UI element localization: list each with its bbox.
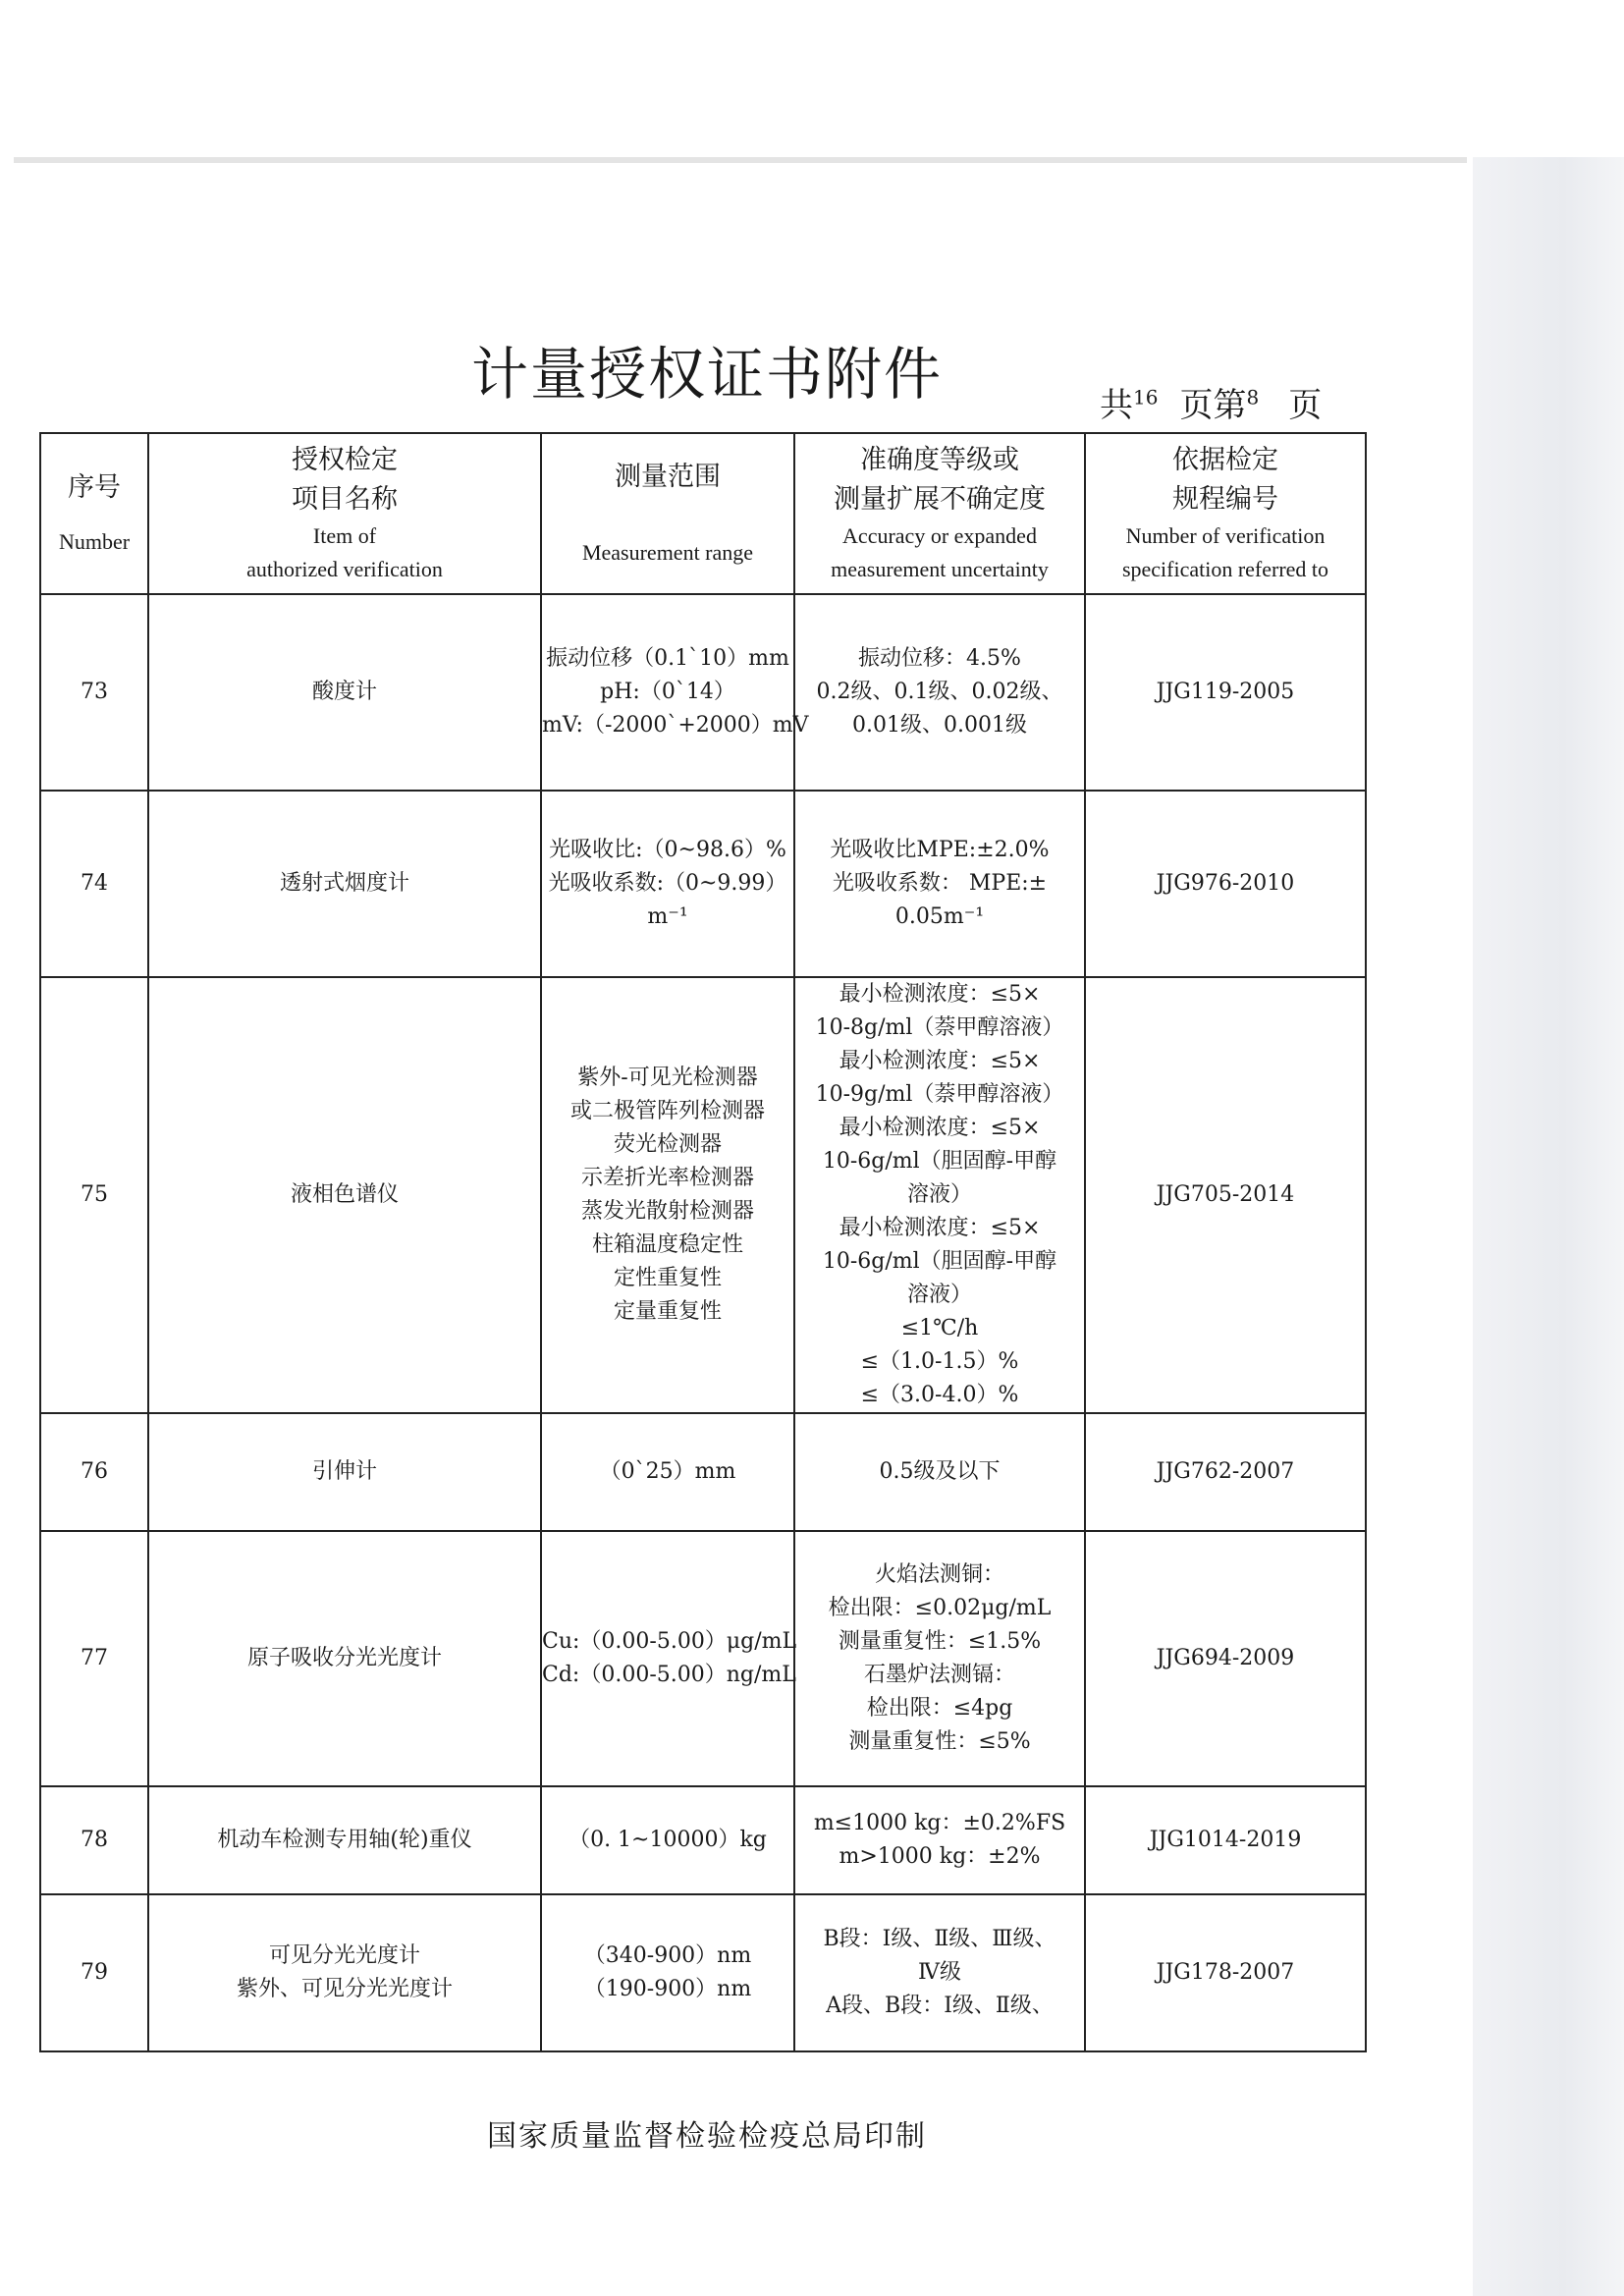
row-accuracy [794, 791, 1085, 977]
accuracy-line: 溶液） [906, 1283, 972, 1307]
range-line: （0`25）mm [599, 1459, 736, 1484]
item-line: 引伸计 [311, 1459, 377, 1484]
item-line: 酸度计 [311, 680, 377, 704]
row-item [148, 594, 541, 791]
header-accuracy [794, 433, 1085, 594]
accuracy-line: 测量重复性：≤1.5% [838, 1629, 1042, 1654]
accuracy-line: 最小检测浓度：≤5× [839, 1116, 1041, 1140]
page-mid-label: 页第 [1179, 386, 1247, 425]
accuracy-line: 0.5级及以下 [879, 1459, 1001, 1484]
range-line: （340-900）nm [583, 1943, 752, 1968]
scan-background [0, 0, 1624, 157]
page-current: 8 [1246, 385, 1260, 410]
item-line: 机动车检测专用轴(轮)重仪 [217, 1828, 472, 1852]
row-spec-value: JJG178-2007 [1156, 1960, 1295, 1985]
table-row [40, 1786, 1366, 1894]
accuracy-line: 石墨炉法测镉： [863, 1663, 1015, 1687]
row-number [40, 594, 148, 791]
row-spec-value: JJG976-2010 [1156, 871, 1295, 896]
row-number-value: 75 [81, 1182, 108, 1207]
accuracy-line: 10-6g/ml（胆固醇-甲醇 [822, 1249, 1057, 1274]
row-accuracy [794, 977, 1085, 1413]
range-line: 光吸收比:（0~98.6）% [549, 838, 786, 862]
header-cn: 测量扩展不确定度 [834, 484, 1046, 515]
accuracy-line: 测量重复性：≤5% [848, 1729, 1031, 1754]
header-cn: 项目名称 [292, 484, 398, 515]
accuracy-line: 最小检测浓度：≤5× [839, 1216, 1041, 1240]
accuracy-line: m>1000 kg：±2% [839, 1844, 1041, 1869]
accuracy-line: 振动位移：4.5% [858, 646, 1021, 671]
page-title: 计量授权证书附件 [470, 340, 943, 408]
range-line: 荧光检测器 [613, 1132, 722, 1157]
range-line: Cu:（0.00-5.00）μg/mL [542, 1629, 797, 1654]
header-item [148, 433, 541, 594]
row-spec-value: JJG119-2005 [1156, 680, 1295, 704]
row-spec-value: JJG1014-2019 [1149, 1828, 1302, 1852]
header-range [541, 433, 794, 594]
row-spec [1085, 1413, 1366, 1531]
header-en: authorized verification [246, 557, 443, 581]
header-cn: 授权检定 [292, 445, 398, 475]
page-total: 16 [1133, 385, 1159, 410]
range-line: m⁻¹ [647, 904, 688, 929]
range-line: 或二极管阵列检测器 [569, 1099, 765, 1123]
row-range [541, 977, 794, 1413]
header-cn: 依据检定 [1172, 445, 1278, 475]
authorization-table [39, 432, 1367, 2052]
accuracy-line: 0.2级、0.1级、0.02级、 [816, 680, 1063, 704]
table-row [40, 1413, 1366, 1531]
header-cn: 规程编号 [1172, 484, 1278, 515]
range-line: 蒸发光散射检测器 [580, 1199, 754, 1224]
item-line: 原子吸收分光光度计 [246, 1646, 442, 1670]
accuracy-line: ≤（1.0-1.5）% [860, 1349, 1019, 1374]
accuracy-line: ≤1℃/h [900, 1316, 979, 1340]
item-line: 液相色谱仪 [290, 1182, 399, 1207]
accuracy-line: ≤（3.0-4.0）% [860, 1383, 1019, 1407]
header-en: Number of verification [1125, 523, 1326, 548]
header-spec [1085, 433, 1366, 594]
accuracy-line: 最小检测浓度：≤5× [839, 1049, 1041, 1073]
row-accuracy [794, 1894, 1085, 2051]
row-spec-value: JJG705-2014 [1156, 1182, 1295, 1207]
header-en: Item of [312, 523, 377, 548]
row-spec [1085, 977, 1366, 1413]
row-number-value: 77 [81, 1646, 108, 1670]
table-row [40, 977, 1366, 1413]
accuracy-line: 检出限：≤4pg [866, 1696, 1013, 1721]
header-en: specification referred to [1121, 557, 1329, 581]
row-number-value: 73 [81, 680, 108, 704]
row-item [148, 977, 541, 1413]
accuracy-line: 10-6g/ml（胆固醇-甲醇 [822, 1149, 1057, 1174]
row-accuracy [794, 1531, 1085, 1786]
table-row [40, 594, 1366, 791]
row-number [40, 1894, 148, 2051]
item-line: 紫外、可见分光光度计 [236, 1977, 453, 2001]
accuracy-line: 最小检测浓度：≤5× [839, 982, 1041, 1007]
row-accuracy [794, 594, 1085, 791]
table-header-row [40, 433, 1366, 594]
item-line: 透射式烟度计 [279, 871, 409, 896]
accuracy-line: 10-9g/ml（萘甲醇溶液） [815, 1082, 1064, 1107]
row-item [148, 1531, 541, 1786]
row-number [40, 1531, 148, 1786]
accuracy-line: B段：Ⅰ级、Ⅱ级、Ⅲ级、 [823, 1927, 1056, 1951]
accuracy-line: 0.01级、0.001级 [852, 713, 1027, 738]
row-spec [1085, 1531, 1366, 1786]
row-spec [1085, 1786, 1366, 1894]
range-line: 定性重复性 [613, 1266, 722, 1290]
range-line: 定量重复性 [613, 1299, 722, 1324]
accuracy-line: 光吸收比MPE:±2.0% [830, 838, 1050, 862]
row-spec [1085, 594, 1366, 791]
range-line: 柱箱温度稳定性 [591, 1232, 743, 1257]
header-cn: 准确度等级或 [860, 445, 1019, 475]
row-accuracy [794, 1786, 1085, 1894]
row-item [148, 1786, 541, 1894]
row-spec-value: JJG762-2007 [1156, 1459, 1295, 1484]
range-line: （190-900）nm [583, 1977, 752, 2001]
row-item [148, 1894, 541, 2051]
row-number [40, 1786, 148, 1894]
table-row [40, 1894, 1366, 2051]
accuracy-line: 光吸收系数： MPE:± [832, 871, 1048, 896]
row-range [541, 1894, 794, 2051]
range-line: 示差折光率检测器 [580, 1166, 754, 1190]
range-line: （0. 1~10000）kg [568, 1828, 767, 1852]
row-spec [1085, 1894, 1366, 2051]
header-cn: 序号 [68, 472, 121, 503]
header-en: Accuracy or expanded [842, 523, 1037, 548]
accuracy-line: 10-8g/ml（萘甲醇溶液） [815, 1015, 1064, 1040]
range-line: 光吸收系数:（0~9.99） [548, 871, 787, 896]
accuracy-line: 检出限：≤0.02μg/mL [828, 1596, 1052, 1620]
range-line: mV:（-2000`+2000）mV [542, 713, 809, 738]
row-range [541, 1413, 794, 1531]
row-range [541, 1786, 794, 1894]
accuracy-line: A段、B段：Ⅰ级、Ⅱ级、 [826, 1994, 1054, 2018]
accuracy-line: 火焰法测铜： [874, 1562, 1004, 1587]
accuracy-line: Ⅳ级 [918, 1960, 961, 1985]
accuracy-line: m≤1000 kg：±0.2%FS [813, 1811, 1066, 1835]
row-number-value: 78 [81, 1828, 108, 1852]
row-spec-value: JJG694-2009 [1156, 1646, 1295, 1670]
page-total-prefix: 共 [1100, 386, 1133, 425]
table-row [40, 791, 1366, 977]
range-line: pH:（0`14） [600, 680, 735, 704]
range-line: 振动位移（0.1`10）mm [546, 646, 789, 671]
row-number-value: 74 [81, 871, 108, 896]
row-accuracy [794, 1413, 1085, 1531]
accuracy-line: 0.05m⁻¹ [894, 904, 985, 929]
header-en: Measurement range [581, 540, 754, 565]
header-en: measurement uncertainty [831, 557, 1049, 581]
scanner-margin [1473, 157, 1624, 2296]
range-line: Cd:（0.00-5.00）ng/mL [542, 1663, 796, 1687]
row-item [148, 791, 541, 977]
range-line: 紫外-可见光检测器 [577, 1066, 758, 1090]
row-range [541, 1531, 797, 1786]
row-range [541, 594, 809, 791]
row-number [40, 1413, 148, 1531]
row-number-value: 76 [81, 1459, 108, 1484]
row-number [40, 791, 148, 977]
page-info [1100, 378, 1322, 426]
table-row [40, 1531, 1366, 1786]
table-body [40, 594, 1366, 2051]
row-number [40, 977, 148, 1413]
row-item [148, 1413, 541, 1531]
row-number-value: 79 [81, 1960, 108, 1985]
header-number [40, 433, 148, 594]
row-range [541, 791, 794, 977]
paper-edge [14, 157, 1467, 163]
item-line: 可见分光光度计 [268, 1943, 420, 1968]
row-spec [1085, 791, 1366, 977]
header-cn: 测量范围 [615, 462, 721, 492]
page-suffix: 页 [1288, 386, 1323, 425]
header-en: Number [58, 529, 131, 554]
footer-issuer: 国家质量监督检验检疫总局印制 [487, 2119, 927, 2154]
accuracy-line: 溶液） [906, 1182, 972, 1207]
